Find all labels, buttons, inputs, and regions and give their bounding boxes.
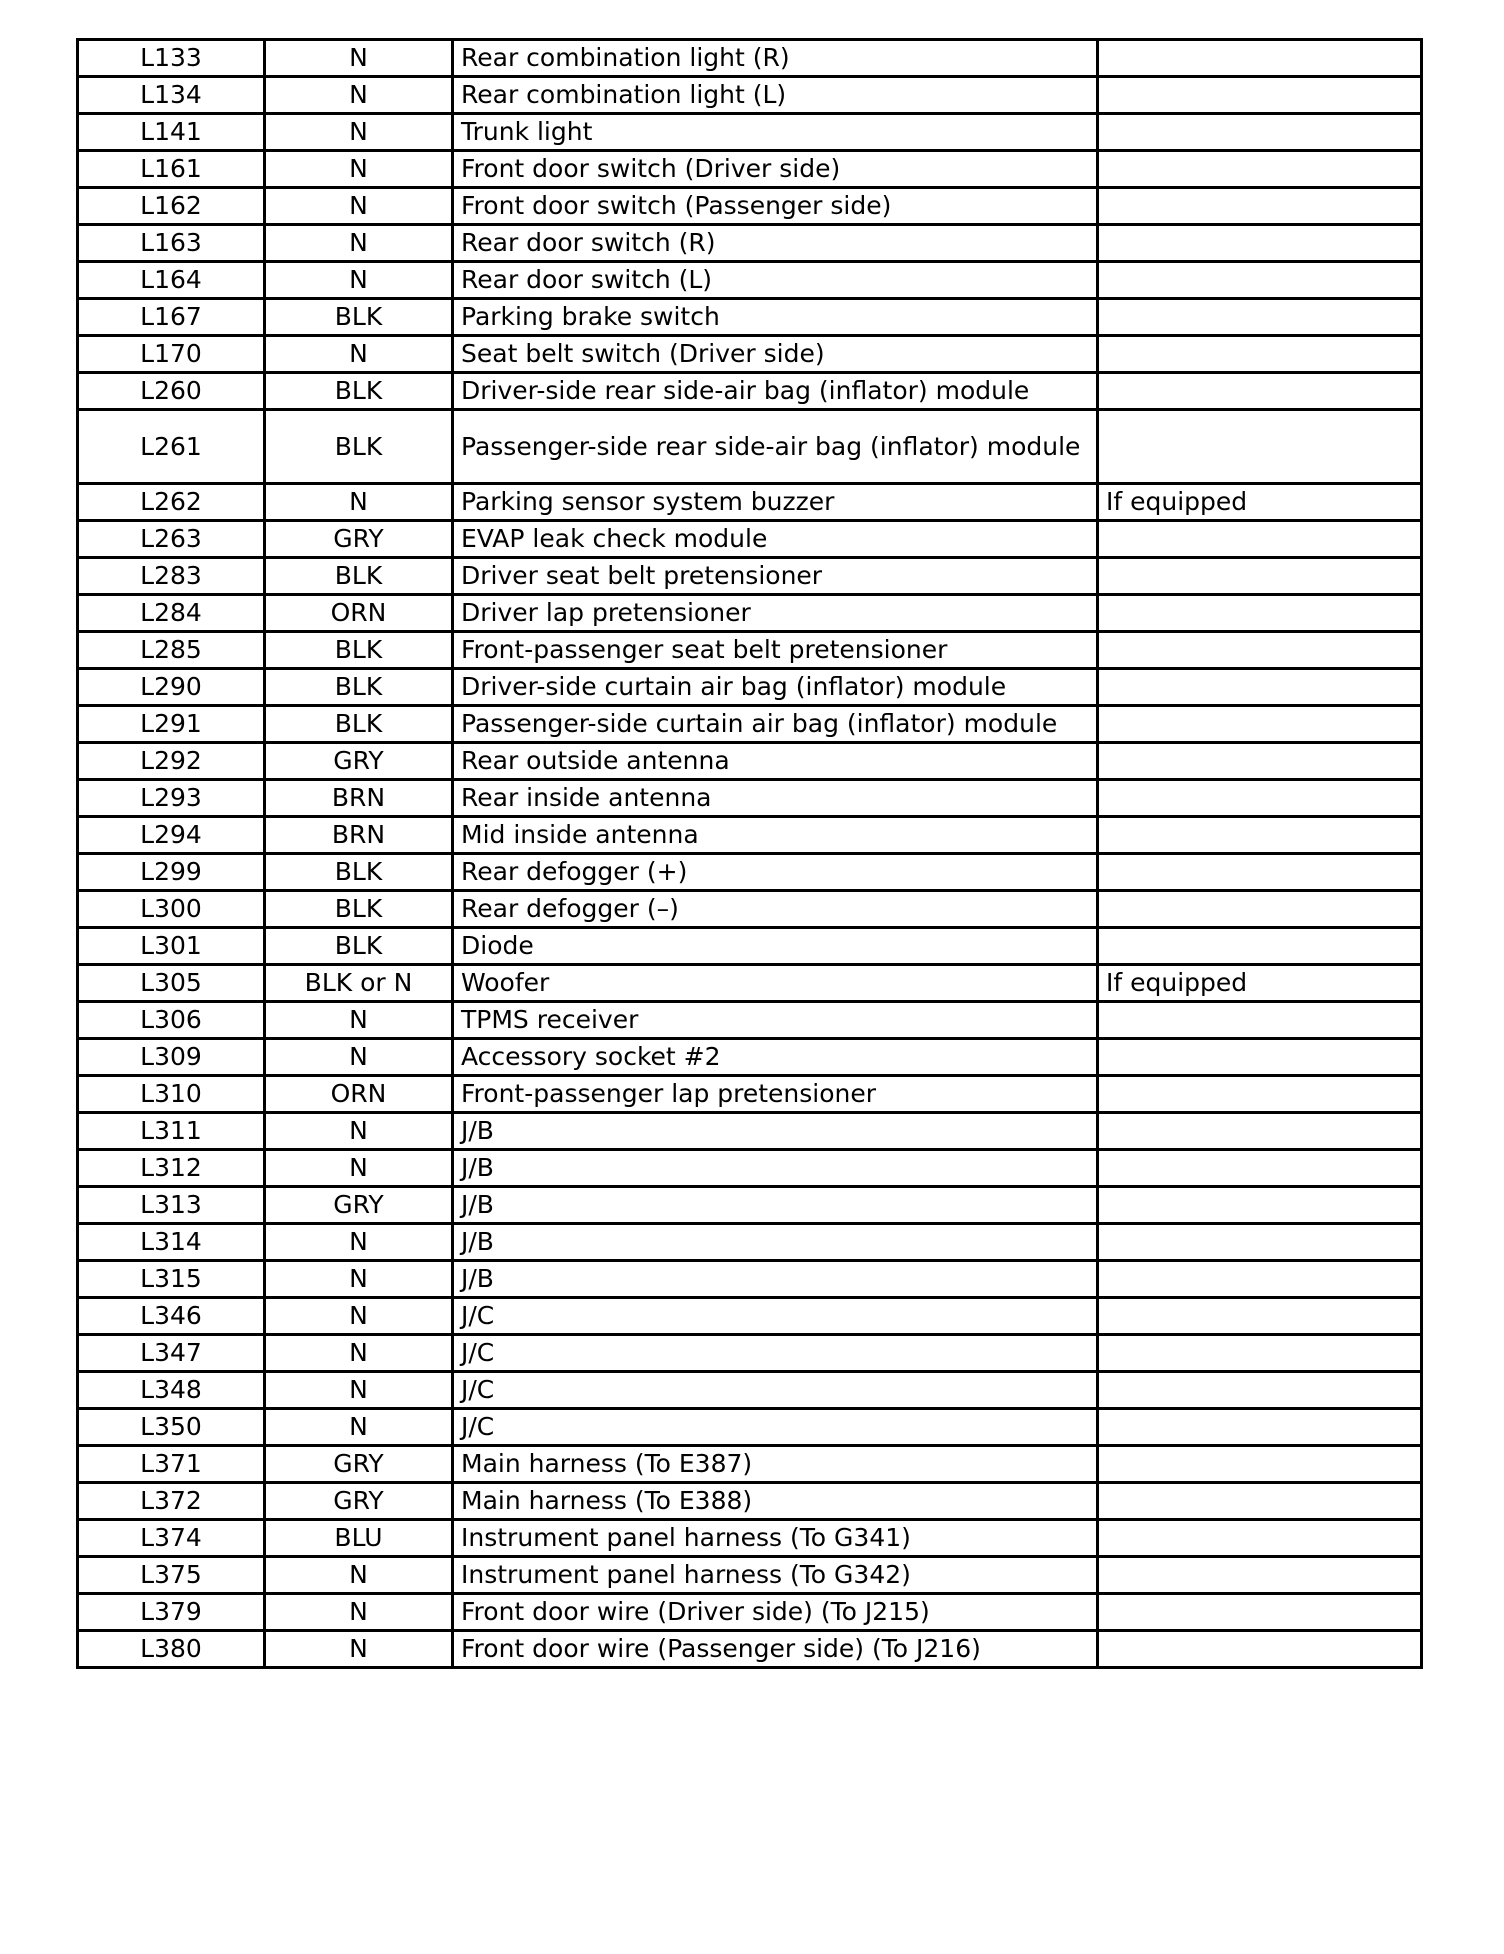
table-row — [78, 595, 1422, 632]
wire-color-cell: BRN — [265, 817, 453, 854]
note-cell — [1098, 151, 1422, 188]
table-row — [78, 1520, 1422, 1557]
wire-color-cell: GRY — [265, 743, 453, 780]
connector-code-cell: L348 — [78, 1372, 265, 1409]
note-cell — [1098, 1557, 1422, 1594]
wire-color-cell: N — [265, 1150, 453, 1187]
table-row — [78, 188, 1422, 225]
wire-color-cell: N — [265, 1335, 453, 1372]
wire-color-cell: N — [265, 1261, 453, 1298]
connector-code-cell: L293 — [78, 780, 265, 817]
description-cell: Rear defogger (–) — [453, 891, 1098, 928]
table-row — [78, 373, 1422, 410]
note-cell — [1098, 669, 1422, 706]
wire-color-cell: BLK — [265, 706, 453, 743]
table-row — [78, 521, 1422, 558]
table-row — [78, 632, 1422, 669]
connector-code-cell: L283 — [78, 558, 265, 595]
connector-code-cell: L164 — [78, 262, 265, 299]
wire-color-cell: N — [265, 336, 453, 373]
wire-color-cell: N — [265, 1113, 453, 1150]
note-cell — [1098, 780, 1422, 817]
description-cell: Rear door switch (L) — [453, 262, 1098, 299]
table-row — [78, 484, 1422, 521]
wire-color-cell: N — [265, 1002, 453, 1039]
description-cell: Instrument panel harness (To G342) — [453, 1557, 1098, 1594]
note-cell — [1098, 928, 1422, 965]
description-cell: Main harness (To E387) — [453, 1446, 1098, 1483]
note-cell — [1098, 114, 1422, 151]
connector-code-cell: L141 — [78, 114, 265, 151]
wire-color-cell: GRY — [265, 521, 453, 558]
description-cell: Front-passenger lap pretensioner — [453, 1076, 1098, 1113]
connector-table-body — [78, 40, 1422, 1668]
connector-code-cell: L261 — [78, 410, 265, 484]
table-row — [78, 854, 1422, 891]
connector-code-cell: L306 — [78, 1002, 265, 1039]
wire-color-cell: N — [265, 1631, 453, 1668]
wire-color-cell: N — [265, 151, 453, 188]
table-row — [78, 891, 1422, 928]
note-cell — [1098, 1224, 1422, 1261]
wire-color-cell: N — [265, 77, 453, 114]
connector-code-cell: L292 — [78, 743, 265, 780]
table-row — [78, 1224, 1422, 1261]
connector-table — [76, 38, 1423, 1669]
table-row — [78, 780, 1422, 817]
wire-color-cell: N — [265, 484, 453, 521]
note-cell — [1098, 1076, 1422, 1113]
wire-color-cell: BRN — [265, 780, 453, 817]
description-cell: Diode — [453, 928, 1098, 965]
description-cell: Driver-side rear side-air bag (inflator) module — [453, 373, 1098, 410]
note-cell — [1098, 188, 1422, 225]
table-row — [78, 1113, 1422, 1150]
description-cell: Woofer — [453, 965, 1098, 1002]
connector-code-cell: L294 — [78, 817, 265, 854]
connector-code-cell: L134 — [78, 77, 265, 114]
table-row — [78, 1187, 1422, 1224]
description-cell: Seat belt switch (Driver side) — [453, 336, 1098, 373]
table-row — [78, 151, 1422, 188]
table-row — [78, 1002, 1422, 1039]
note-cell — [1098, 373, 1422, 410]
wire-color-cell: N — [265, 1409, 453, 1446]
note-cell — [1098, 1520, 1422, 1557]
description-cell: Front-passenger seat belt pretensioner — [453, 632, 1098, 669]
table-row — [78, 336, 1422, 373]
note-cell — [1098, 521, 1422, 558]
wire-color-cell: N — [265, 1372, 453, 1409]
note-cell — [1098, 336, 1422, 373]
wire-color-cell: N — [265, 1224, 453, 1261]
wire-color-cell: BLK or N — [265, 965, 453, 1002]
note-cell — [1098, 1594, 1422, 1631]
description-cell: Parking sensor system buzzer — [453, 484, 1098, 521]
wire-color-cell: N — [265, 262, 453, 299]
note-cell — [1098, 1483, 1422, 1520]
table-row — [78, 1631, 1422, 1668]
description-cell: Front door switch (Driver side) — [453, 151, 1098, 188]
table-row — [78, 558, 1422, 595]
wire-color-cell: BLK — [265, 928, 453, 965]
connector-code-cell: L291 — [78, 706, 265, 743]
table-row — [78, 817, 1422, 854]
connector-code-cell: L375 — [78, 1557, 265, 1594]
connector-code-cell: L312 — [78, 1150, 265, 1187]
connector-code-cell: L347 — [78, 1335, 265, 1372]
wire-color-cell: N — [265, 1039, 453, 1076]
table-row — [78, 299, 1422, 336]
wire-color-cell: N — [265, 114, 453, 151]
description-cell: Driver-side curtain air bag (inflator) module — [453, 669, 1098, 706]
description-cell: Rear combination light (R) — [453, 40, 1098, 77]
table-row — [78, 1372, 1422, 1409]
note-cell — [1098, 410, 1422, 484]
connector-code-cell: L314 — [78, 1224, 265, 1261]
description-cell: J/C — [453, 1298, 1098, 1335]
description-cell: TPMS receiver — [453, 1002, 1098, 1039]
note-cell — [1098, 1261, 1422, 1298]
connector-code-cell: L350 — [78, 1409, 265, 1446]
note-cell — [1098, 1150, 1422, 1187]
description-cell: J/C — [453, 1409, 1098, 1446]
note-cell — [1098, 1039, 1422, 1076]
connector-code-cell: L301 — [78, 928, 265, 965]
connector-code-cell: L315 — [78, 1261, 265, 1298]
note-cell — [1098, 1409, 1422, 1446]
note-cell — [1098, 632, 1422, 669]
wire-color-cell: GRY — [265, 1446, 453, 1483]
description-cell: Trunk light — [453, 114, 1098, 151]
description-cell: Passenger-side curtain air bag (inflator) module — [453, 706, 1098, 743]
connector-code-cell: L313 — [78, 1187, 265, 1224]
description-cell: J/B — [453, 1261, 1098, 1298]
connector-code-cell: L310 — [78, 1076, 265, 1113]
wire-color-cell: ORN — [265, 595, 453, 632]
table-row — [78, 77, 1422, 114]
note-cell — [1098, 1187, 1422, 1224]
description-cell: Accessory socket #2 — [453, 1039, 1098, 1076]
table-row — [78, 1594, 1422, 1631]
connector-code-cell: L372 — [78, 1483, 265, 1520]
description-cell: Front door switch (Passenger side) — [453, 188, 1098, 225]
note-cell — [1098, 743, 1422, 780]
connector-code-cell: L374 — [78, 1520, 265, 1557]
table-row — [78, 114, 1422, 151]
description-cell: EVAP leak check module — [453, 521, 1098, 558]
description-cell: Passenger-side rear side-air bag (inflator) module — [453, 410, 1098, 484]
note-cell — [1098, 1113, 1422, 1150]
wire-color-cell: BLK — [265, 373, 453, 410]
connector-code-cell: L284 — [78, 595, 265, 632]
table-row — [78, 669, 1422, 706]
description-cell: Mid inside antenna — [453, 817, 1098, 854]
wire-color-cell: N — [265, 225, 453, 262]
connector-code-cell: L290 — [78, 669, 265, 706]
table-row — [78, 262, 1422, 299]
wire-color-cell: BLU — [265, 1520, 453, 1557]
connector-code-cell: L263 — [78, 521, 265, 558]
note-cell — [1098, 1631, 1422, 1668]
note-cell — [1098, 299, 1422, 336]
connector-code-cell: L309 — [78, 1039, 265, 1076]
wire-color-cell: BLK — [265, 299, 453, 336]
wire-color-cell: N — [265, 1298, 453, 1335]
wire-color-cell: N — [265, 40, 453, 77]
connector-code-cell: L161 — [78, 151, 265, 188]
connector-code-cell: L379 — [78, 1594, 265, 1631]
connector-code-cell: L163 — [78, 225, 265, 262]
description-cell: J/C — [453, 1335, 1098, 1372]
wire-color-cell: N — [265, 188, 453, 225]
table-row — [78, 706, 1422, 743]
note-cell — [1098, 595, 1422, 632]
note-cell — [1098, 1372, 1422, 1409]
connector-code-cell: L167 — [78, 299, 265, 336]
description-cell: Driver seat belt pretensioner — [453, 558, 1098, 595]
table-row — [78, 410, 1422, 484]
table-row — [78, 965, 1422, 1002]
table-row — [78, 1039, 1422, 1076]
description-cell: Rear outside antenna — [453, 743, 1098, 780]
wire-color-cell: N — [265, 1594, 453, 1631]
description-cell: Rear defogger (+) — [453, 854, 1098, 891]
wire-color-cell: BLK — [265, 669, 453, 706]
description-cell: J/B — [453, 1187, 1098, 1224]
wire-color-cell: BLK — [265, 854, 453, 891]
note-cell — [1098, 854, 1422, 891]
note-cell — [1098, 891, 1422, 928]
connector-code-cell: L262 — [78, 484, 265, 521]
table-row — [78, 1261, 1422, 1298]
description-cell: J/B — [453, 1224, 1098, 1261]
description-cell: Main harness (To E388) — [453, 1483, 1098, 1520]
note-cell — [1098, 262, 1422, 299]
table-row — [78, 1409, 1422, 1446]
table-row — [78, 225, 1422, 262]
wire-color-cell: N — [265, 1557, 453, 1594]
description-cell: Rear combination light (L) — [453, 77, 1098, 114]
connector-code-cell: L162 — [78, 188, 265, 225]
table-row — [78, 1076, 1422, 1113]
description-cell: Rear door switch (R) — [453, 225, 1098, 262]
note-cell — [1098, 558, 1422, 595]
note-cell — [1098, 706, 1422, 743]
description-cell: J/B — [453, 1113, 1098, 1150]
description-cell: Driver lap pretensioner — [453, 595, 1098, 632]
note-cell — [1098, 77, 1422, 114]
table-row — [78, 1335, 1422, 1372]
note-cell — [1098, 225, 1422, 262]
description-cell: Instrument panel harness (To G341) — [453, 1520, 1098, 1557]
description-cell: Parking brake switch — [453, 299, 1098, 336]
note-cell — [1098, 1335, 1422, 1372]
note-cell: If equipped — [1098, 484, 1422, 521]
connector-code-cell: L260 — [78, 373, 265, 410]
connector-code-cell: L371 — [78, 1446, 265, 1483]
wire-color-cell: BLK — [265, 558, 453, 595]
connector-code-cell: L346 — [78, 1298, 265, 1335]
connector-code-cell: L299 — [78, 854, 265, 891]
table-row — [78, 1446, 1422, 1483]
description-cell: J/B — [453, 1150, 1098, 1187]
note-cell — [1098, 1002, 1422, 1039]
table-row — [78, 1150, 1422, 1187]
table-row — [78, 1483, 1422, 1520]
table-row — [78, 1298, 1422, 1335]
note-cell — [1098, 40, 1422, 77]
connector-code-cell: L285 — [78, 632, 265, 669]
description-cell: J/C — [453, 1372, 1098, 1409]
wire-color-cell: BLK — [265, 410, 453, 484]
connector-code-cell: L300 — [78, 891, 265, 928]
note-cell — [1098, 1298, 1422, 1335]
connector-code-cell: L170 — [78, 336, 265, 373]
wire-color-cell: BLK — [265, 891, 453, 928]
connector-code-cell: L311 — [78, 1113, 265, 1150]
description-cell: Front door wire (Driver side) (To J215) — [453, 1594, 1098, 1631]
note-cell: If equipped — [1098, 965, 1422, 1002]
note-cell — [1098, 817, 1422, 854]
wire-color-cell: GRY — [265, 1483, 453, 1520]
wire-color-cell: BLK — [265, 632, 453, 669]
connector-code-cell: L305 — [78, 965, 265, 1002]
connector-code-cell: L133 — [78, 40, 265, 77]
description-cell: Front door wire (Passenger side) (To J216) — [453, 1631, 1098, 1668]
table-row — [78, 928, 1422, 965]
note-cell — [1098, 1446, 1422, 1483]
table-row — [78, 1557, 1422, 1594]
table-row — [78, 743, 1422, 780]
description-cell: Rear inside antenna — [453, 780, 1098, 817]
table-row — [78, 40, 1422, 77]
wire-color-cell: GRY — [265, 1187, 453, 1224]
wire-color-cell: ORN — [265, 1076, 453, 1113]
connector-code-cell: L380 — [78, 1631, 265, 1668]
